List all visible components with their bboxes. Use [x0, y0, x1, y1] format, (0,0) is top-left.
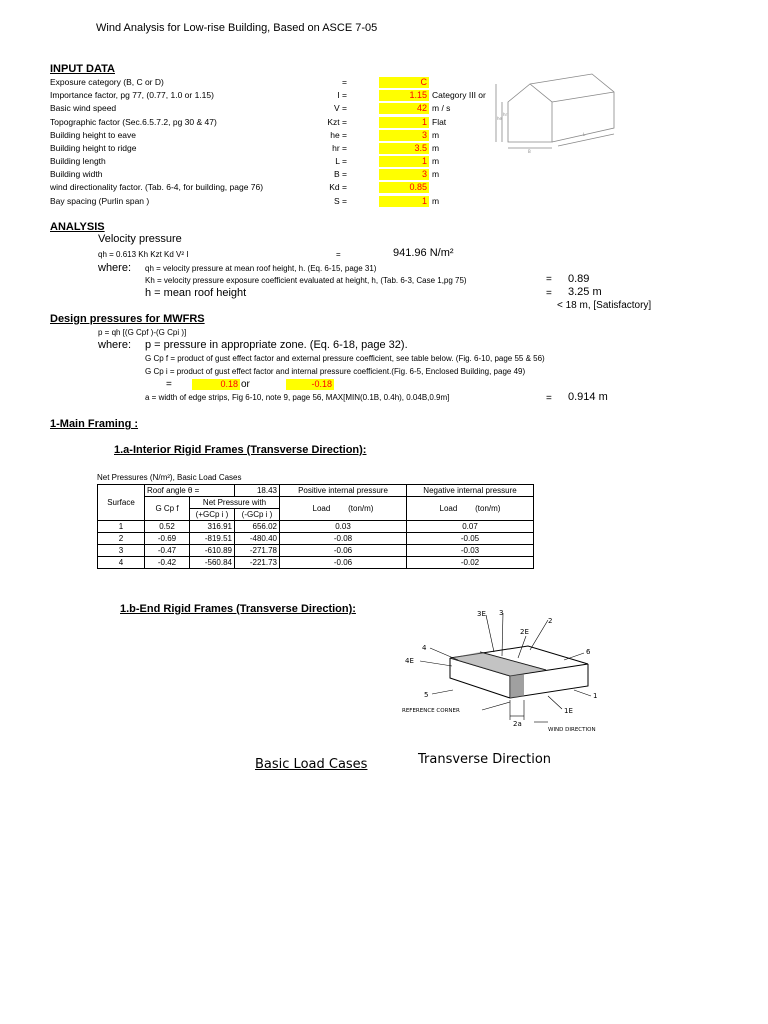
input-unit: m / s: [432, 103, 451, 113]
table-cell-gcpf: -0.42: [145, 557, 190, 569]
table-cell-neg: -0.02: [407, 557, 534, 569]
net-pressures-caption: Net Pressures (N/m²), Basic Load Cases: [97, 473, 242, 482]
transverse-direction-caption: Transverse Direction: [418, 752, 552, 767]
sketch-label-b: B: [528, 149, 531, 154]
input-symbol: hr =: [332, 143, 347, 153]
gcpf-definition: G Cp f = product of gust effect factor and external pressure coefficient, see table below. (Fig. 6-10, page 55 & 56): [145, 354, 545, 363]
input-label: Bay spacing (Purlin span ): [50, 196, 150, 206]
table-cell-s: 1: [98, 521, 145, 533]
input-label: Building width: [50, 169, 103, 179]
table-cell-plus: -560.84: [190, 557, 235, 569]
wind-direction-label: WIND DIRECTION: [548, 727, 596, 733]
input-symbol: he =: [330, 130, 347, 140]
input-unit: m: [432, 130, 440, 140]
col-negative-internal: Negative internal pressure: [407, 485, 534, 497]
input-symbol: I =: [337, 90, 347, 100]
col-net-with: Net Pressure with: [190, 497, 280, 509]
table-cell-s: 4: [98, 557, 145, 569]
col-gcpf: G Cp f: [145, 497, 190, 521]
table-cell-pos: -0.08: [280, 533, 407, 545]
sketch-label-he: he: [497, 116, 502, 121]
fig-label-2a: 2a: [513, 720, 522, 728]
h-check: < 18 m, [Satisfactory]: [557, 300, 652, 311]
fig-label-2: 2: [548, 617, 553, 625]
table-cell-minus: -480.40: [235, 533, 280, 545]
main-framing-heading: 1-Main Framing :: [50, 418, 139, 430]
table-cell-plus: -819.51: [190, 533, 235, 545]
table-row: [98, 557, 534, 569]
input-symbol: =: [342, 77, 347, 87]
fig-label-3e: 3E: [477, 610, 486, 618]
a-value: 0.914 m: [568, 391, 608, 403]
document-title: Wind Analysis for Low-rise Building, Based on ASCE 7-05: [96, 22, 378, 34]
input-symbol: Kzt =: [327, 117, 347, 127]
input-value[interactable]: 0.85: [379, 182, 429, 193]
input-label: Building height to ridge: [50, 143, 137, 153]
input-label: Building height to eave: [50, 130, 137, 140]
input-value[interactable]: 1.15: [379, 90, 429, 101]
input-unit: Category III or: [432, 90, 486, 100]
where-label-1: where:: [98, 262, 132, 274]
col-load-neg: [407, 497, 534, 521]
input-label: wind directionality factor. (Tab. 6-4, for building, page 76): [50, 182, 264, 192]
table-cell-s: 3: [98, 545, 145, 557]
input-value[interactable]: 3: [379, 130, 429, 141]
a-definition: a = width of edge strips, Fig 6-10, note 9, page 56, MAX[MIN(0.1B, 0.4h), 0.04B,0.9m]: [145, 393, 450, 402]
table-cell-plus: -610.89: [190, 545, 235, 557]
input-label: Exposure category (B, C or D): [50, 77, 164, 87]
sketch-label-hr: hr: [503, 112, 508, 117]
col-surface: Surface: [98, 485, 145, 521]
interior-frames-heading: 1.a-Interior Rigid Frames (Transverse Direction):: [114, 444, 367, 456]
tonm-label: (ton/m): [348, 504, 374, 513]
col-load-pos: [280, 497, 407, 521]
table-row: [98, 533, 534, 545]
input-unit: Flat: [432, 117, 447, 127]
design-heading: Design pressures for MWFRS: [50, 313, 205, 325]
table-cell-neg: -0.05: [407, 533, 534, 545]
qh-definition: qh = velocity pressure at mean roof height, h. (Eq. 6-15, page 31): [145, 264, 377, 273]
table-cell-neg: -0.03: [407, 545, 534, 557]
tonm-label: (ton/m): [475, 504, 501, 513]
load-label: Load: [312, 504, 331, 513]
input-symbol: B =: [334, 169, 347, 179]
table-row: [98, 521, 534, 533]
a-eq: =: [546, 393, 552, 404]
gcpi-positive-input[interactable]: 0.18: [192, 379, 240, 390]
p-formula: p = qh [(G Cpf )-(G Cpi )]: [98, 328, 187, 337]
input-symbol: Kd =: [329, 182, 347, 192]
fig-label-2e: 2E: [520, 628, 529, 636]
input-symbol: L =: [335, 156, 347, 166]
input-unit: m: [432, 156, 440, 166]
net-pressures-table: [97, 484, 534, 569]
input-data-heading: INPUT DATA: [50, 63, 115, 75]
gcpi-negative-input[interactable]: -0.18: [286, 379, 334, 390]
building-sketch: [488, 64, 618, 154]
kh-eq: =: [546, 274, 552, 285]
fig-label-6: 6: [586, 648, 591, 656]
col-positive-internal: Positive internal pressure: [280, 485, 407, 497]
fig-label-1: 1: [593, 692, 598, 700]
input-unit: m: [432, 143, 440, 153]
reference-corner-label: REFERENCE CORNER: [402, 708, 460, 714]
input-value[interactable]: 1: [379, 117, 429, 128]
kh-definition: Kh = velocity pressure exposure coefficient evaluated at height, h, (Tab. 6-3, Case 1,pg 75): [145, 276, 467, 285]
analysis-heading: ANALYSIS: [50, 221, 105, 233]
input-unit: m: [432, 196, 440, 206]
roof-angle-label: Roof angle θ =: [145, 485, 235, 497]
basic-load-cases-caption: Basic Load Cases: [255, 757, 368, 772]
gcpi-eq: =: [166, 379, 172, 390]
input-unit: m: [432, 169, 440, 179]
col-minus-gcpi: (-GCp i ): [235, 509, 280, 521]
input-value[interactable]: 42: [379, 103, 429, 114]
fig-label-4: 4: [422, 644, 427, 652]
input-label: Importance factor, pg 77, (0.77, 1.0 or 1.15): [50, 90, 214, 100]
input-symbol: S =: [334, 196, 347, 206]
table-cell-s: 2: [98, 533, 145, 545]
table-row: [98, 545, 534, 557]
table-cell-gcpf: 0.52: [145, 521, 190, 533]
table-cell-pos: 0.03: [280, 521, 407, 533]
table-cell-gcpf: -0.47: [145, 545, 190, 557]
input-value[interactable]: 3.5: [379, 143, 429, 154]
load-case-figure: [398, 606, 613, 736]
p-definition: p = pressure in appropriate zone. (Eq. 6-18, page 32).: [145, 339, 408, 351]
input-value[interactable]: 3: [379, 169, 429, 180]
table-cell-minus: -221.73: [235, 557, 280, 569]
qh-formula: qh = 0.613 Kh Kzt Kd V² I: [98, 250, 189, 259]
fig-label-4e: 4E: [405, 657, 414, 665]
fig-label-1e: 1E: [564, 707, 573, 715]
table-cell-gcpf: -0.69: [145, 533, 190, 545]
input-label: Building length: [50, 156, 106, 166]
h-eq: =: [546, 288, 552, 299]
table-cell-plus: 316.91: [190, 521, 235, 533]
sketch-label-l: L: [583, 132, 586, 137]
table-cell-neg: 0.07: [407, 521, 534, 533]
col-plus-gcpi: (+GCp i ): [190, 509, 235, 521]
load-label: Load: [439, 504, 458, 513]
gcpi-or: or: [241, 379, 250, 390]
qh-eq: =: [336, 250, 341, 259]
table-cell-minus: -271.78: [235, 545, 280, 557]
input-value[interactable]: C: [379, 77, 429, 88]
input-symbol: V =: [334, 103, 347, 113]
fig-label-5: 5: [424, 691, 429, 699]
end-frames-heading: 1.b-End Rigid Frames (Transverse Direction):: [120, 603, 356, 615]
table-cell-pos: -0.06: [280, 545, 407, 557]
velocity-pressure-title: Velocity pressure: [98, 233, 182, 245]
table-cell-pos: -0.06: [280, 557, 407, 569]
kh-value: 0.89: [568, 273, 590, 285]
h-value: 3.25 m: [568, 286, 602, 298]
roof-angle-value: 18.43: [235, 485, 280, 497]
qh-value: 941.96 N/m²: [393, 247, 454, 259]
h-definition: h = mean roof height: [145, 287, 247, 299]
input-label: Topographic factor (Sec.6.5.7.2, pg 30 & 47): [50, 117, 217, 127]
table-cell-minus: 656.02: [235, 521, 280, 533]
where-label-2: where:: [98, 339, 132, 351]
fig-label-3: 3: [499, 609, 504, 617]
input-value[interactable]: 1: [379, 196, 429, 207]
input-label: Basic wind speed: [50, 103, 117, 113]
gcpi-definition: G Cp i = product of gust effect factor and internal pressure coefficient.(Fig. 6-5, Enclosed Building, page 49): [145, 367, 526, 376]
input-value[interactable]: 1: [379, 156, 429, 167]
